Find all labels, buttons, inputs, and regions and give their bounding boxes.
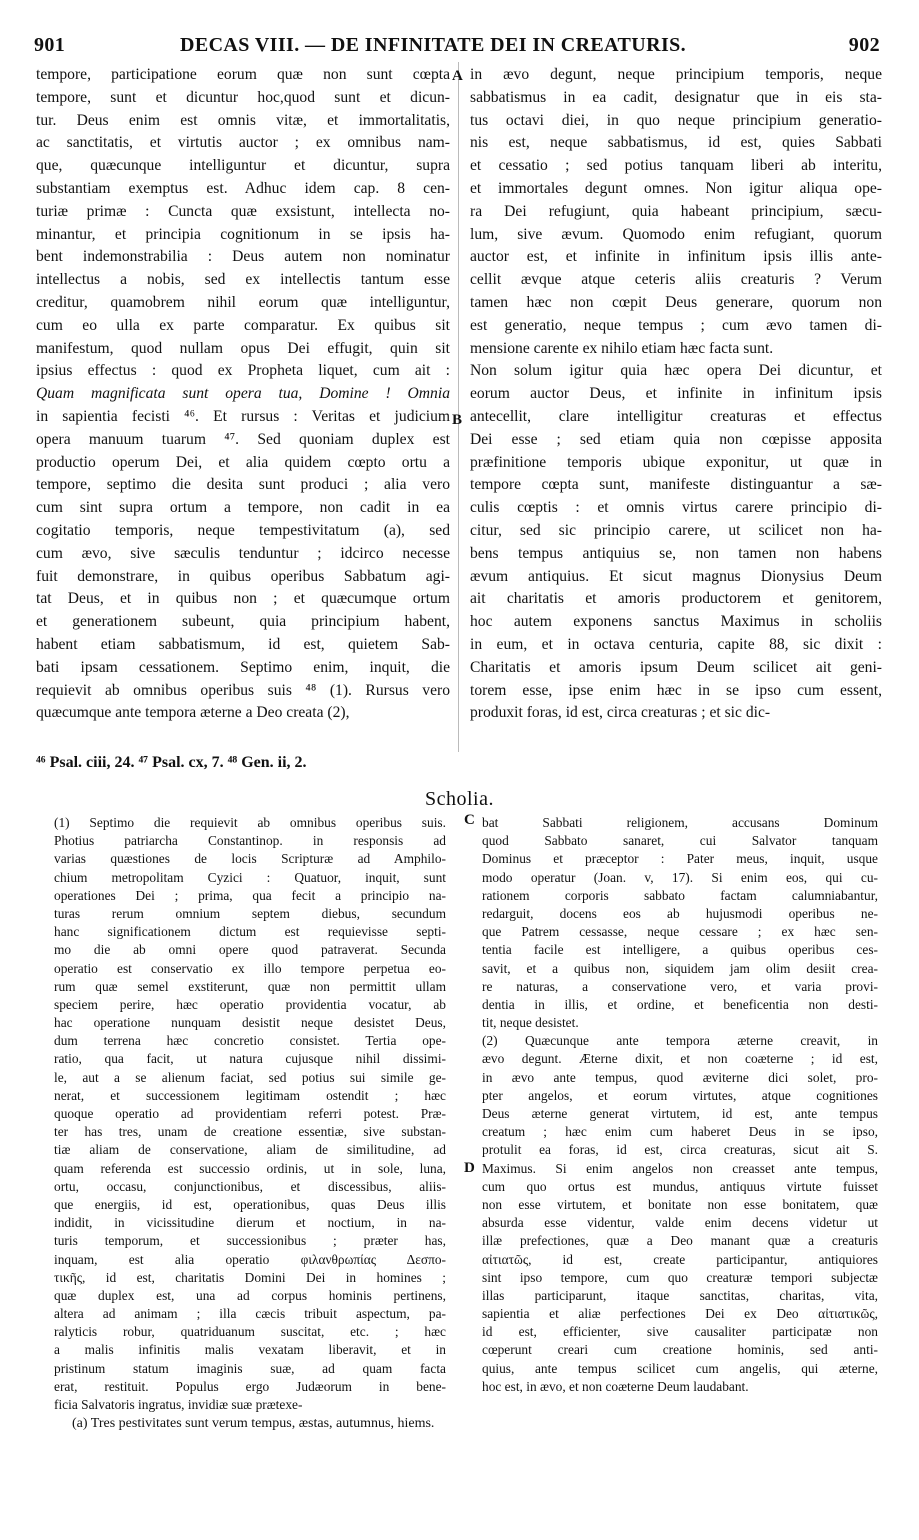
scholia-right-line: creatum ; hæc enim cum haberet Deus in se ipso, (482, 1124, 878, 1140)
main-right-line: et cessatio ; sed potius tanquam liberi ab interitu, (470, 157, 882, 175)
scholia-right-line: quod Sabbato sanaret, cui Salvator tanquam (482, 833, 878, 849)
scholia-left-line: chium metropolitam Cyzici : Quatuor, inquit, sunt (54, 869, 446, 885)
main-right-line: et immortales degunt omnes. Non igitur aliqua ope- (470, 179, 882, 197)
scholia-right-line: non esse virtutem, et bonitate non esse bonitatem, quæ (482, 1196, 878, 1212)
scholia-right-line: modo operatur (Joan. v, 17). Si enim eos, qui cu- (482, 869, 878, 885)
scholia-left-line: altera ad animam ; illa cæcis tribuit aspectum, pa- (54, 1306, 446, 1322)
scholia-left-line: inquam, est alia operatio φιλανθρωπίας Δεσπο- (54, 1251, 446, 1267)
main-left-line: requievit ab omnibus operibus suis ⁴⁸ (1). Rursus vero (36, 681, 450, 699)
page-number-left: 901 (34, 34, 66, 56)
scholia-right-line: protulit ea foras, id est, circa creaturas, sicut ait S. (482, 1142, 878, 1158)
scholia-right-line: quius, ante tempus scilicet cum angelis, qui æterne, (482, 1360, 878, 1376)
margin-letter-b: B (452, 412, 463, 428)
main-left-line: substantiam exemptus est. Adhuc idem cap. 8 cen- (36, 179, 450, 197)
scholia-right-line: pter angelos, et eorum virtutes, atque cognitiones (482, 1087, 878, 1103)
scholia-left-line: tiæ aliam de conservatione, aliam de similitudine, ad (54, 1142, 446, 1158)
scholia-left-line: ortu, occasu, conjunctionibus, et discessibus, aliis- (54, 1178, 446, 1194)
scholia-left-line: τικῆς, id est, charitatis Domini Dei in homines ; (54, 1269, 446, 1285)
main-right-line: Non solum igitur quia hæc opera Dei dicuntur, et (470, 362, 882, 380)
scholia-left-line: ter has tres, unam de creatione essentiæ, sive substan- (54, 1124, 446, 1140)
scholia-right-line: bat Sabbati religionem, accusans Dominum (482, 815, 878, 830)
scholia-right-line: sapientia et aliæ perfectiones Dei ex Deo αἰτιατικῶς, (482, 1306, 878, 1322)
scholia-right-line: (2) Quæcunque ante tempora æterne creavit, in (482, 1033, 878, 1049)
main-left-line: Quam magnificata sunt opera tua, Domine ! Omnia (36, 385, 450, 403)
scholia-left-line: Photius patriarcha Constantinop. in responsis ad (54, 833, 446, 849)
main-right-line: ævum antiquius. Et sicut magnus Dionysius Deum (470, 567, 882, 585)
scholia-left-line: ratio, qua facit, ut natura cujusque nihil dissimi- (54, 1051, 446, 1067)
scholia-right-line: absurda esse videntur, valde enim decens videtur ut (482, 1215, 878, 1231)
scholia-left-line: quæ duplex est, una ad corpus hominis pertinens, (54, 1287, 446, 1303)
main-right-line: cellit ævque atque ceteris aliis creaturis ? Verum (470, 271, 882, 289)
main-right-line: præfinitione temporis ubique exponitur, ut quæ in (470, 453, 882, 471)
scholia-right-line: que Patrem cessasse, neque cessare ; ex hæc sen- (482, 924, 878, 940)
main-right-line: eorum auctor Deus, et infinite in infinitum ipsis (470, 385, 882, 403)
main-left-line: cum sint supra ortum a tempore, non cadit in ea (36, 499, 450, 517)
scholia-left-line: turis temporum, et successionibus ; præter has, (54, 1233, 446, 1249)
main-left-line: minantur, et principia cognitionum in se ipsis ha- (36, 225, 450, 243)
main-right-line: auctor est, et infinite in infinitum ipsis illis ante- (470, 248, 882, 266)
scholia-right-line: ævo degunt. Æterne dixit, et non coæterne ; id est, (482, 1051, 878, 1067)
main-right-line: culis cœptis : et omnis virtus carere principio di- (470, 499, 882, 517)
main-right-line: lum, sive ævum. Quomodo enim refugiant, quorum (470, 225, 882, 243)
main-left-line: intellectus a nobis, sed ex intellectis tantum esse (36, 271, 450, 289)
scholia-right-line: αἰτιατῶς, id est, create participantur, antiquiores (482, 1251, 878, 1267)
scholia-left-line: hac operatione nunquam desistit neque desistet Deus, (54, 1015, 446, 1031)
running-header (30, 34, 880, 64)
scholia-left-line: que energiis, id est, operationibus, quas Deus illis (54, 1196, 446, 1212)
main-left-line: tur. Deus enim est omnis vitæ, et immortalitatis, (36, 111, 450, 129)
main-left-line: opera manuum tuarum ⁴⁷. Sed quoniam duplex est (36, 430, 450, 448)
main-left-line: quæcumque ante tempora æterne a Deo creata (2), (36, 704, 350, 722)
scholia-right-line: rationem corporis sabbato factam calumniabantur, (482, 887, 878, 903)
main-left-line: tat Deus, et in quibus non ; et quæcumque ortum (36, 590, 450, 608)
scholia-right-line: re naturas, a conservatione vero, et varia provi- (482, 978, 878, 994)
main-right-line: antecellit, clare intelligitur creaturas et effectus (470, 407, 882, 425)
main-left-line: bent indemonstrabilia : Deus autem non nominatur (36, 248, 450, 266)
main-left-line: et generationem subeunt, quia principium habent, (36, 613, 450, 631)
scholia-right-line: Deus æterne generat virtutem, id est, ante tempus (482, 1106, 878, 1121)
main-right-line: ra Dei refugiunt, quia habeant principium, sæcu- (470, 202, 882, 220)
page-number-right: 902 (848, 34, 880, 56)
main-right-line: sabbatismus in ea cadit, designatur que in eis sta- (470, 88, 882, 106)
scholia-right-line: sint ipso tempore, cum quo creaturæ tempori subjectæ (482, 1269, 878, 1285)
scholia-right-line: Dominus et præceptor : Pater meus, inquit, usque (482, 851, 878, 867)
scholia-left-line: ralyticis robur, quatriduanum suscitat, etc. ; hæc (54, 1324, 446, 1340)
main-left-line: habent etiam sabbatismum, id est, quietem Sab- (36, 635, 450, 653)
scholia-left-line: a malis infinitis malis vexatam liberavit, et in (54, 1342, 446, 1358)
scholia-right-line: savit, et a quibus non, siquidem jam olim desiit crea- (482, 960, 878, 976)
scholia-right-line: illæ prefectiones, quæ a Deo manant quæ a creaturis (482, 1233, 878, 1249)
scholia-right-column (482, 814, 878, 1396)
scholia-left-line: turas rerum omnium septem diebus, secundum (54, 905, 446, 921)
scholia-right-line: cum quo ortus est mundus, antiquus virtute fuisset (482, 1178, 878, 1194)
main-left-line: ac sanctitatis, et virtutis auctor ; ex omnibus nam- (36, 134, 450, 152)
scholia-left-line: (1) Septimo die requievit ab omnibus operibus suis. (54, 815, 446, 830)
main-left-line: productio operum Dei, et alia quidem cœpto ortu a (36, 453, 450, 471)
footnotes: ⁴⁶ Psal. ciii, 24. ⁴⁷ Psal. cx, 7. ⁴⁸ Gen. ii, 2. (36, 754, 307, 771)
main-right-line: tus octavi diei, in quo neque principium generatio- (470, 111, 882, 129)
scholia-right-line: hoc est, in ævo, et non coæterne Deum laudabant. (482, 1378, 749, 1394)
main-right-line: hoc autem exponens sanctus Maximus in scholiis (470, 613, 882, 631)
scholia-left-line: quam referenda est successio ordinis, ut in sole, luna, (54, 1160, 446, 1176)
main-left-line: ipsius effectus : quod ex Propheta liquet, cum ait : (36, 362, 450, 380)
main-right-line: tempore cœpta sunt, manifeste distinguantur a sæ- (470, 476, 882, 494)
main-right-line: bens tempus antiquius se, non tamen non habens (470, 544, 882, 562)
scholia-left-line: erat, restituit. Populus ergo Judæorum in bene- (54, 1378, 446, 1394)
endnote-a: (a) Tres pestivitates sunt verum tempus, æstas, autumnus, hiems. (72, 1416, 435, 1431)
main-text-left-column (36, 64, 450, 725)
main-left-line: tempore, septimo die desita sunt produci ; alia vero (36, 476, 450, 494)
scholia-left-line: indidit, in vicissitudine dierum et noctium, in na- (54, 1215, 446, 1231)
scholia-right-line: cœperunt creari cum creatione hominis, sed anti- (482, 1342, 878, 1358)
scholia-right-line: redarguit, docens eos ab hujusmodi operibus ne- (482, 905, 878, 921)
scholia-right-line: tentia facile est intelligere, a quibus operibus ces- (482, 942, 878, 958)
main-left-line: cum ævo, sive sæculis tenduntur ; idcirco necesse (36, 544, 450, 562)
main-left-line: tempore, participatione eorum quæ non sunt cœpta (36, 66, 450, 83)
main-right-line: in eum, et in octava centuria, capite 88, sic dixit : (470, 635, 882, 653)
main-left-line: manifestum, quod nullam opus Dei effugit, quin sit (36, 339, 450, 357)
main-left-line: cogitatio temporis, neque tempestivitatum (a), sed (36, 521, 450, 539)
main-right-line: citur, sed sic principio carere, ut scilicet non ha- (470, 521, 882, 539)
main-right-line: mensione carente ex nihilo etiam hæc facta sunt. (470, 339, 774, 357)
main-left-line: bati ipsam cessationem. Septimo enim, inquit, die (36, 658, 450, 676)
main-right-line: in ævo degunt, neque principium temporis, neque (470, 66, 882, 83)
margin-letter-c: C (464, 812, 475, 828)
scholia-left-line: le, aut a se alienum faciat, sed potius sui simile ge- (54, 1069, 446, 1085)
scholia-left-line: hanc significationem dictum est requievisse septi- (54, 924, 446, 940)
main-text-right-column (470, 64, 882, 725)
scholia-left-line: pristinum statum imaginis suæ, ad quam facta (54, 1360, 446, 1376)
scholia-left-line: varias quæstiones de locis Scripturæ ad Amphilo- (54, 851, 446, 867)
main-right-line: Charitatis et amoris ipsum Deum scilicet ait geni- (470, 658, 882, 676)
scholia-left-line: rum quæ semel exstiterunt, quæ non permittit ullam (54, 978, 446, 994)
main-left-line: que, quæcunque intelliguntur et dicuntur, supra (36, 157, 450, 175)
main-right-line: ait charitatis et amoris productorem et genitorem, (470, 590, 882, 608)
scholia-left-line: speciem perire, hæc operatio providentia vocatur, ab (54, 996, 446, 1012)
scholia-left-line: mo die ab omni opere quod patraverat. Secunda (54, 942, 446, 958)
main-left-line: in sapientia fecisti ⁴⁶. Et rursus : Veritas et judicium (36, 407, 450, 425)
main-left-line: creditur, quamobrem nihil eorum quæ intelliguntur, (36, 293, 450, 311)
main-right-line: torem esse, ipse enim hæc in se ipso cum essent, (470, 681, 882, 699)
main-left-line: fuit demonstrare, in quibus operibus Sabbatum agi- (36, 567, 450, 585)
main-left-line: cum eo ulla ex parte comparatur. Ex quibus sit (36, 316, 450, 334)
margin-letter-d: D (464, 1160, 475, 1176)
scholia-right-line: in ævo ante tempus, quod æviterne dici solet, pro- (482, 1069, 878, 1085)
running-title: DECAS VIII. — DE INFINITATE DEI IN CREATURIS. (180, 34, 687, 56)
scholia-left-line: nerat, et successionem legitimam ostendit ; hæc (54, 1087, 446, 1103)
scholia-right-line: illas participarunt, itaque sanctitas, charitas, vita, (482, 1287, 878, 1303)
column-divider (458, 62, 459, 752)
scholia-left-line: operationes Dei ; prima, qua fecit a principio na- (54, 887, 446, 903)
main-right-line: est generatio, neque tempus ; cum ævo tamen di- (470, 316, 882, 334)
scholia-left-column (54, 814, 446, 1414)
scholia-right-line: Maximus. Si enim angelos non creasset ante tempus, (482, 1160, 878, 1176)
scholia-right-line: id est, efficienter, sive causaliter participatæ non (482, 1324, 878, 1340)
main-right-line: produxit foras, id est, circa creaturas ; et sic dic- (470, 704, 771, 722)
scholia-heading: Scholia. (425, 788, 494, 810)
main-right-line: Dei esse ; sed etiam quia non cœpisse apposita (470, 430, 882, 448)
scholia-left-line: ficia Salvatoris ingratus, invidiæ suæ prætexe- (54, 1397, 303, 1412)
scholia-left-line: dum terrena hæc concretio consistet. Tertia ope- (54, 1033, 446, 1049)
scholia-right-line: tit, neque desistet. (482, 1015, 579, 1031)
main-right-line: nis est, neque sabbatismus, id est, quies Sabbati (470, 134, 882, 152)
scholia-right-line: dentia in illis, et ordine, et beneficentia non desti- (482, 996, 878, 1012)
scholia-left-line: operatio est conservatio ex illo tempore perpetua eo- (54, 960, 446, 976)
main-right-line: tamen hæc non cœpit Deus generare, quorum non (470, 293, 882, 311)
main-left-line: tempore, sunt et dicuntur hoc,quod sunt et dicun- (36, 88, 450, 106)
margin-letter-a: A (452, 68, 463, 84)
main-left-line: turiæ primæ : Cuncta quæ exsistunt, intellecta no- (36, 202, 450, 220)
scholia-left-line: quoque operatio ad providentiam referri potest. Præ- (54, 1106, 446, 1121)
